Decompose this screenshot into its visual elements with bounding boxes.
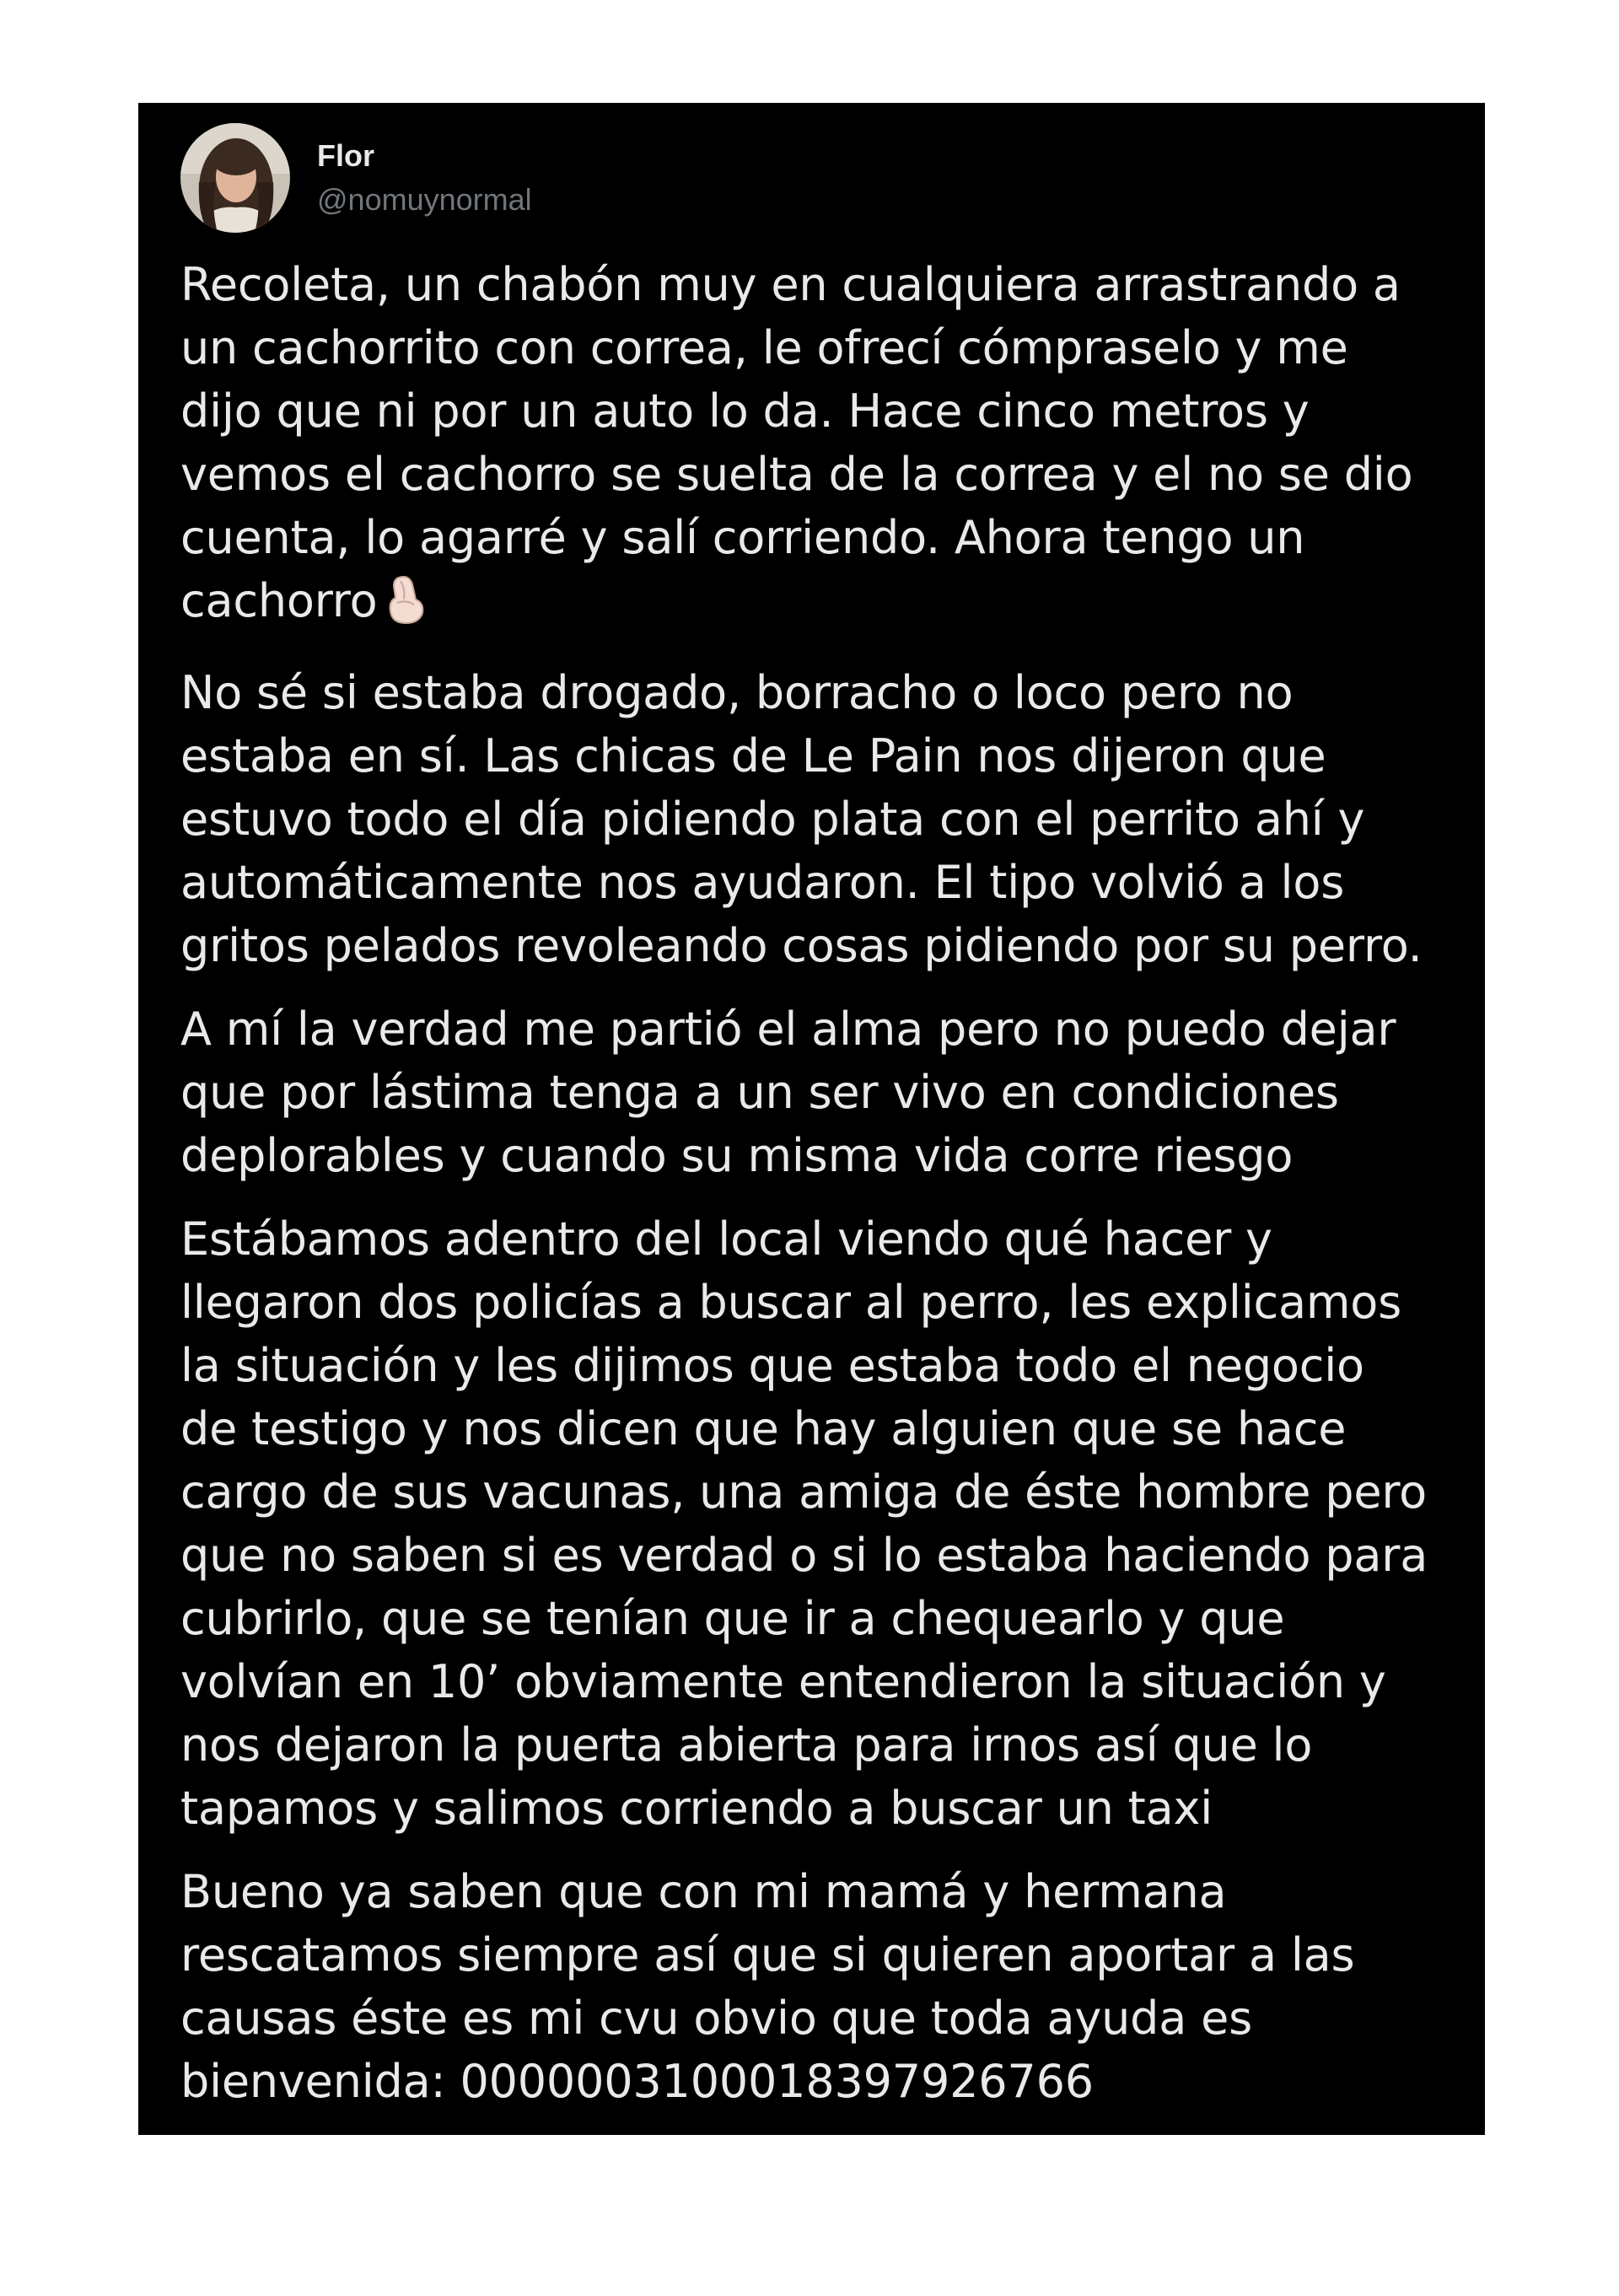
tweet-paragraph: Bueno ya saben que con mi mamá y hermana rescatamos siempre así que si quieren aportar a las causas éste es mi cvu obvio que toda ayuda es bienvenida: 0000003100018397926766 bbox=[180, 1865, 1355, 2108]
tweet-card bbox=[138, 103, 1485, 2135]
tweet-paragraph: Estábamos adentro del local viendo qué hacer y llegaron dos policías a buscar al perro, les explicamos la situación y les dijimos que estaba todo el negocio de testigo y nos dicen que hay alguien que se hace cargo de sus vacunas, una amiga de éste hombre pero que no saben si es verdad o si lo estaba haciendo para cubrirlo, que se tenían que ir a chequearlo y que volvían en 10’ obviamente entendieron la situación y nos dejaron la puerta abierta para irnos así que lo tapamos y salimos corriendo a buscar un taxi bbox=[180, 1213, 1428, 1835]
tweet-paragraph-text: Recoleta, un chabón muy en cualquiera arrastrando a un cachorrito con correa, le ofrecí cómpraselo y me dijo que ni por un auto lo da. Hace cinco metros y vemos el cachorro se suelta de la correa y el no se dio cuenta, lo agarré y salí corriendo. Ahora tengo un cachorro bbox=[180, 258, 1413, 627]
tweet-header bbox=[180, 123, 532, 233]
tweet-paragraph: No sé si estaba drogado, borracho o loco pero no estaba en sí. Las chicas de Le Pain nos dijeron que estuvo todo el día pidiendo plata con el perrito ahí y automáticamente nos ayudaron. El tipo volvió a los gritos pelados revoleando cosas pidiendo por su perro. bbox=[180, 666, 1423, 972]
tweet-body bbox=[180, 253, 1462, 2113]
author-display-name[interactable]: Flor bbox=[317, 138, 374, 173]
avatar-photo-icon bbox=[180, 123, 290, 233]
tweet-paragraph bbox=[180, 253, 1462, 641]
avatar[interactable] bbox=[180, 123, 290, 233]
author-identity bbox=[317, 137, 532, 219]
tweet-paragraph: A mí la verdad me partió el alma pero no puedo dejar que por lástima tenga a un ser vivo en condiciones deplorables y cuando su misma vida corre riesgo bbox=[180, 1003, 1396, 1182]
author-handle[interactable]: @nomuynormal bbox=[317, 182, 532, 217]
pinched-fingers-icon bbox=[384, 574, 428, 641]
